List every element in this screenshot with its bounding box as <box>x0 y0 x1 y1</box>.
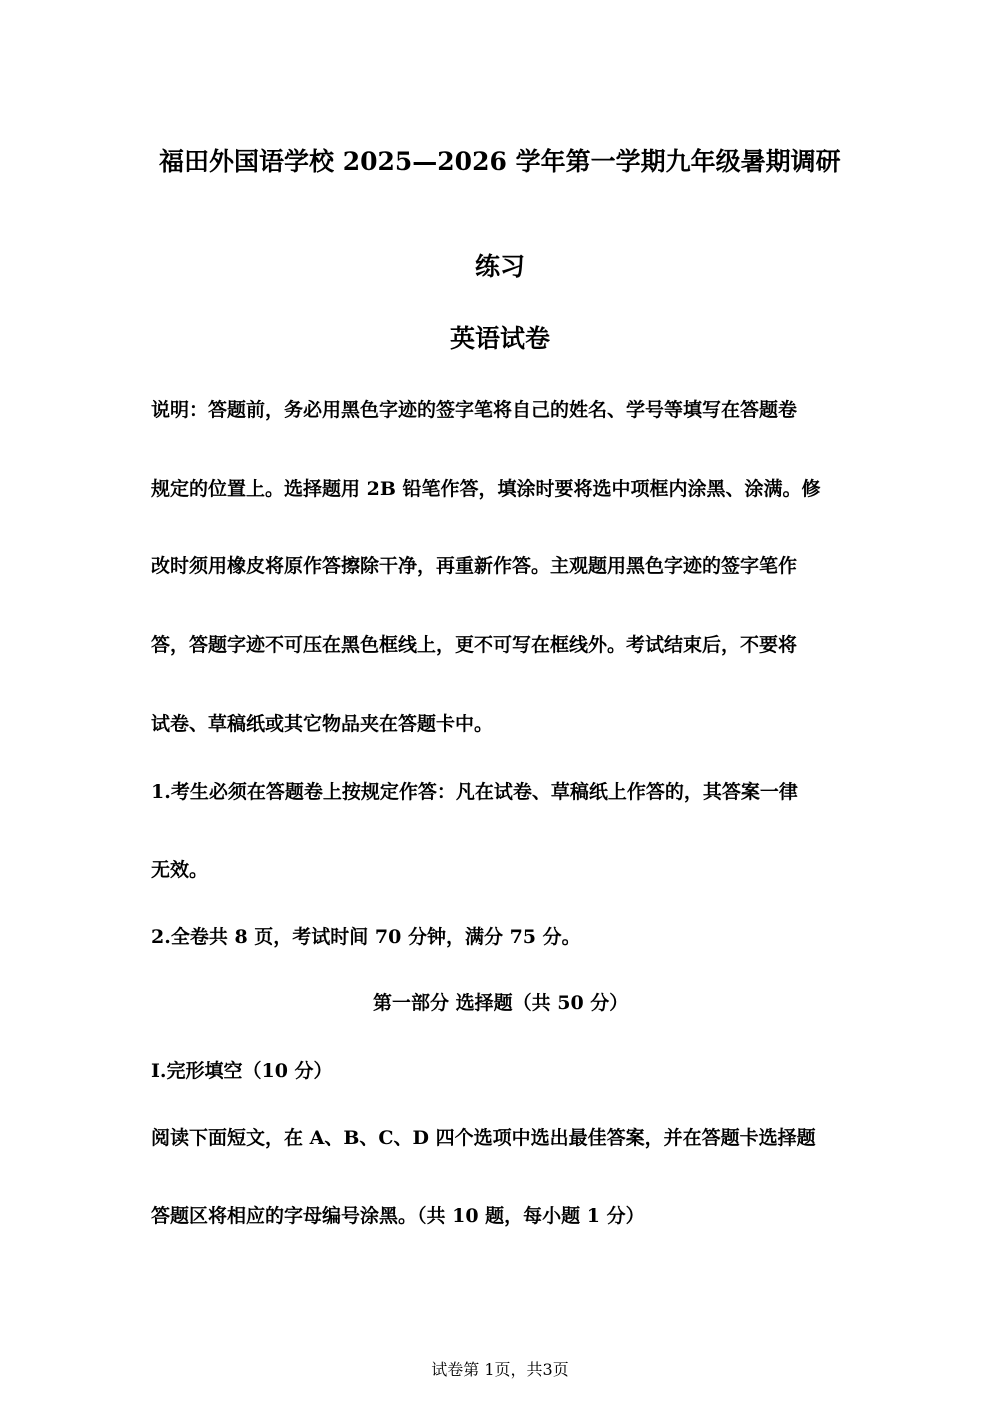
instructions-line-4: 答，答题字迹不可压在黑色框线上，更不可写在框线外。考试结束后，不要将 <box>151 634 798 656</box>
note-1-line-1: 1.考生必须在答题卷上按规定作答：凡在试卷、草稿纸上作答的，其答案一律 <box>151 781 798 803</box>
exam-title-line-1: 福田外国语学校 2025—2026 学年第一学期九年级暑期调研 <box>159 147 841 176</box>
note-2: 2.全卷共 8 页，考试时间 70 分钟，满分 75 分。 <box>151 926 581 948</box>
exam-subject: 英语试卷 <box>450 324 551 353</box>
note-1-line-2: 无效。 <box>151 859 209 881</box>
instructions-line-2: 规定的位置上。选择题用 2B 铅笔作答，填涂时要将选中项框内涂黑、涂满。修 <box>151 478 821 500</box>
page-number-footer: 试卷第 1页，共3页 <box>431 1360 569 1379</box>
part-1-heading: 第一部分 选择题（共 50 分） <box>373 992 629 1014</box>
section-title-cloze: I.完形填空（10 分） <box>151 1060 333 1082</box>
directions-line-2: 答题区将相应的字母编号涂黑。（共 10 题，每小题 1 分） <box>151 1205 645 1227</box>
instructions-line-5: 试卷、草稿纸或其它物品夹在答题卡中。 <box>151 713 494 735</box>
instructions-line-1: 说明：答题前，务必用黑色字迹的签字笔将自己的姓名、学号等填写在答题卷 <box>151 399 798 421</box>
directions-line-1: 阅读下面短文，在 A、B、C、D 四个选项中选出最佳答案，并在答题卡选择题 <box>151 1127 816 1149</box>
instructions-line-3: 改时须用橡皮将原作答擦除干净，再重新作答。主观题用黑色字迹的签字笔作 <box>151 555 798 577</box>
exam-title-line-2: 练习 <box>475 252 526 281</box>
